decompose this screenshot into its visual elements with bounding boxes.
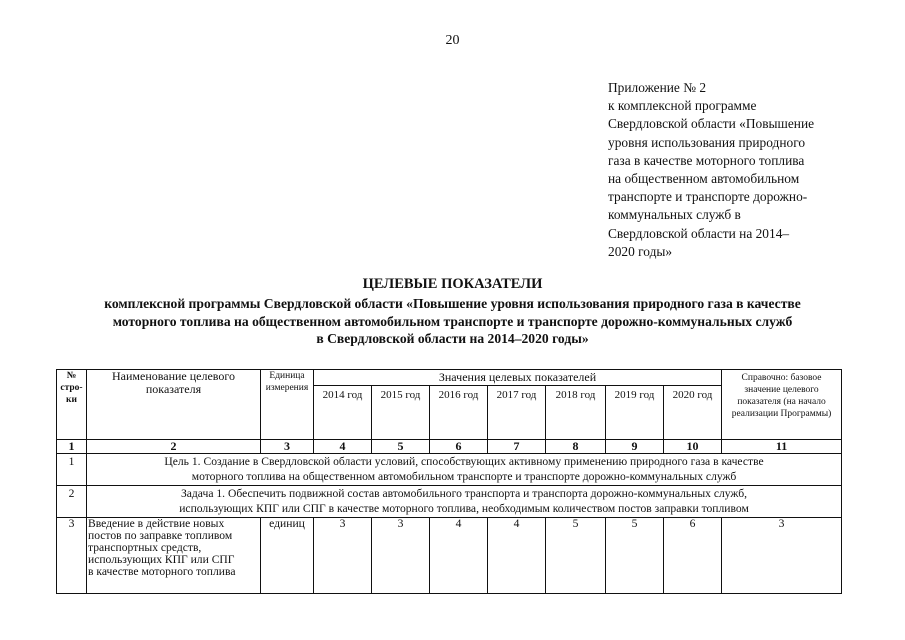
- appendix-line: 2020 годы»: [608, 243, 673, 259]
- column-number: 7: [488, 440, 546, 454]
- column-number: 3: [261, 440, 314, 454]
- value-cell: 4: [430, 518, 488, 594]
- header-year: 2015 год: [372, 386, 430, 440]
- page-number: 20: [445, 33, 460, 48]
- document-title: ЦЕЛЕВЫЕ ПОКАЗАТЕЛИ: [362, 276, 543, 292]
- header-year: 2019 год: [606, 386, 664, 440]
- goal-text-line: моторного топлива на общественном автомобильном транспорте и транспорте дорожно-коммунальных служб: [191, 470, 737, 483]
- value-cell: 6: [664, 518, 722, 594]
- reference-value-cell: 3: [722, 518, 842, 594]
- document-heading: [40, 276, 865, 348]
- indicator-name-line: в качестве моторного топлива: [88, 565, 236, 578]
- column-number: 6: [430, 440, 488, 454]
- task-row-no: 2: [57, 486, 87, 518]
- task-text-line: использующих КПГ или СПГ в качестве моторного топлива, необходимым количеством постов заправки топливом: [179, 502, 749, 515]
- subtitle-line: моторного топлива на общественном автомобильном транспорте и транспорте дорожно-коммунальных служб: [112, 313, 793, 329]
- header-name: Наименование целевого показателя: [87, 370, 261, 440]
- appendix-line: коммунальных служб в: [608, 207, 741, 223]
- row-no-cell: 3: [57, 518, 87, 594]
- appendix-line: к комплексной программе: [608, 98, 757, 114]
- appendix-line: на общественном автомобильном: [608, 171, 800, 187]
- column-number: 11: [722, 440, 842, 454]
- indicator-name-line: Введение в действие новых: [88, 517, 225, 530]
- document-subtitle: [40, 295, 865, 348]
- goal-text-line: Цель 1. Создание в Свердловской области условий, способствующих активному применению природного газа в качестве: [164, 455, 764, 468]
- indicator-name-cell: [87, 518, 261, 594]
- target-indicators-table: [56, 369, 842, 594]
- indicator-name-line: использующих КПГ или СПГ: [88, 553, 235, 566]
- appendix-line: Приложение № 2: [608, 80, 707, 95]
- column-number: 9: [606, 440, 664, 454]
- column-number: 5: [372, 440, 430, 454]
- header-year: 2016 год: [430, 386, 488, 440]
- header-row: [57, 370, 842, 386]
- header-values-group: Значения целевых показателей: [314, 370, 722, 386]
- column-number: 8: [546, 440, 606, 454]
- header-year: 2018 год: [546, 386, 606, 440]
- header-row-no: № стро-ки: [57, 370, 87, 440]
- column-number: 1: [57, 440, 87, 454]
- column-number: 10: [664, 440, 722, 454]
- header-unit: Единица измерения: [261, 370, 314, 440]
- subtitle-line: в Свердловской области на 2014–2020 годы»: [316, 331, 589, 346]
- value-cell: 5: [546, 518, 606, 594]
- goal-row-no: 1: [57, 454, 87, 486]
- subtitle-line: комплексной программы Свердловской области «Повышение уровня использования природного газа в качестве: [104, 296, 801, 311]
- value-cell: 3: [314, 518, 372, 594]
- task-text-line: Задача 1. Обеспечить подвижной состав автомобильного транспорта и транспорта дорожно-коммунальных служб,: [180, 487, 748, 500]
- appendix-line: Свердловской области на 2014–: [608, 225, 790, 241]
- value-cell: 5: [606, 518, 664, 594]
- header-reference: Справочно: базовое значение целевого показателя (на начало реализации Программы): [722, 370, 842, 440]
- column-number: 4: [314, 440, 372, 454]
- appendix-line: газа в качестве моторного топлива: [608, 152, 805, 168]
- unit-cell: единиц: [261, 518, 314, 594]
- appendix-line: уровня использования природного: [608, 134, 806, 150]
- column-number-row: [57, 440, 842, 454]
- table-row: [57, 518, 842, 594]
- value-cell: 4: [488, 518, 546, 594]
- header-year: 2014 год: [314, 386, 372, 440]
- task-text: [87, 486, 842, 518]
- column-number: 2: [87, 440, 261, 454]
- header-year: 2017 год: [488, 386, 546, 440]
- appendix-line: транспорте и транспорте дорожно-: [608, 189, 808, 205]
- header-year: 2020 год: [664, 386, 722, 440]
- value-cell: 3: [372, 518, 430, 594]
- task-row: [57, 486, 842, 518]
- indicator-name-line: постов по заправке топливом: [88, 529, 233, 542]
- indicator-name-line: транспортных средств,: [88, 541, 202, 554]
- goal-text: [87, 454, 842, 486]
- appendix-note: [608, 79, 858, 261]
- goal-row: [57, 454, 842, 486]
- appendix-line: Свердловской области «Повышение: [608, 116, 815, 132]
